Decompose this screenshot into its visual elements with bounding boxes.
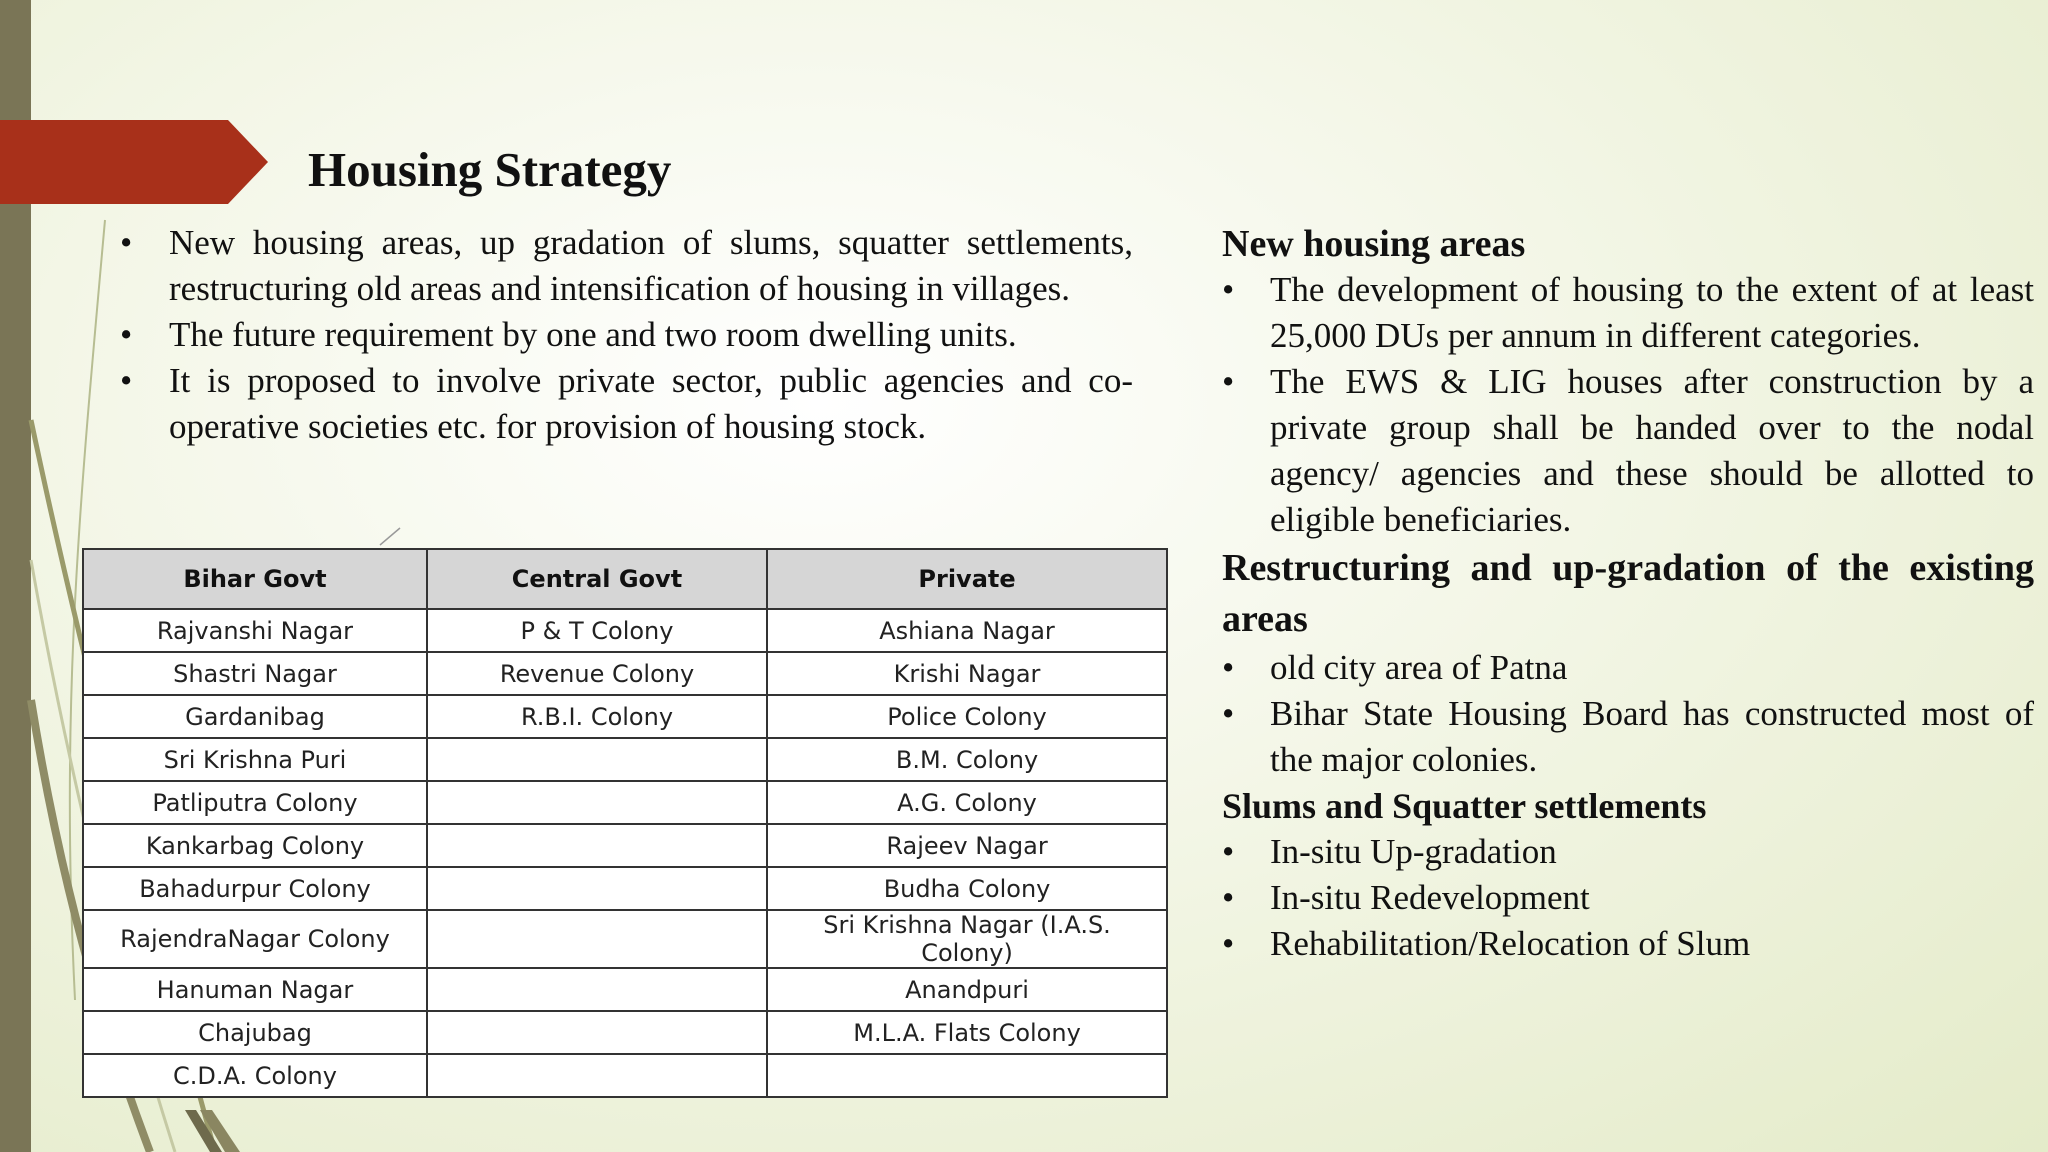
table-cell: [427, 968, 767, 1011]
table-cell: Sri Krishna Nagar (I.A.S. Colony): [767, 910, 1167, 968]
table-row: [83, 781, 1167, 824]
table-cell: [427, 867, 767, 910]
table-cell: Gardanibag: [83, 695, 427, 738]
right-text-column: [1222, 221, 2034, 967]
table-cell: M.L.A. Flats Colony: [767, 1011, 1167, 1054]
table-header: Central Govt: [427, 549, 767, 609]
list-item: • The EWS & LIG houses after construction by a private group shall be handed over to the nodal agency/ agencies and these should be allotted to eligible beneficiaries.: [1222, 362, 2034, 539]
slums-list: [1222, 829, 2034, 967]
table-cell: Anandpuri: [767, 968, 1167, 1011]
table-cell: Hanuman Nagar: [83, 968, 427, 1011]
table-row: [83, 968, 1167, 1011]
table-row: [83, 910, 1167, 968]
colonies-table-container: [82, 548, 1168, 1098]
table-cell: [427, 910, 767, 968]
table-row: [83, 1011, 1167, 1054]
table-header-row: [83, 549, 1167, 609]
table-cell: Shastri Nagar: [83, 652, 427, 695]
list-item: • The future requirement by one and two room dwelling units.: [120, 315, 1017, 354]
table-header: Bihar Govt: [83, 549, 427, 609]
table-cell: A.G. Colony: [767, 781, 1167, 824]
table-cell: Rajeev Nagar: [767, 824, 1167, 867]
colonies-table: [82, 548, 1168, 1098]
list-item: • The development of housing to the extent of at least 25,000 DUs per annum in different categories.: [1222, 270, 2034, 355]
table-cell: Rajvanshi Nagar: [83, 609, 427, 652]
table-row: [83, 609, 1167, 652]
list-item: • It is proposed to involve private sector, public agencies and co-operative societies etc. for provision of housing stock.: [120, 361, 1133, 446]
slums-heading: Slums and Squatter settlements: [1222, 786, 1707, 826]
table-cell: Krishi Nagar: [767, 652, 1167, 695]
table-cell: Revenue Colony: [427, 652, 767, 695]
list-item: • Rehabilitation/Relocation of Slum: [1222, 924, 1751, 963]
table-cell: Ashiana Nagar: [767, 609, 1167, 652]
table-header: Private: [767, 549, 1167, 609]
table-cell: Patliputra Colony: [83, 781, 427, 824]
table-row: [83, 824, 1167, 867]
table-cell: R.B.I. Colony: [427, 695, 767, 738]
table-row: [83, 1054, 1167, 1097]
new-housing-list: [1222, 267, 2034, 543]
table-cell: Budha Colony: [767, 867, 1167, 910]
table-cell: [767, 1054, 1167, 1097]
table-cell: [427, 1054, 767, 1097]
table-cell: [427, 738, 767, 781]
table-cell: C.D.A. Colony: [83, 1054, 427, 1097]
table-cell: [427, 824, 767, 867]
title-arrow-shape: [0, 120, 270, 204]
table-cell: Chajubag: [83, 1011, 427, 1054]
table-cell: Bahadurpur Colony: [83, 867, 427, 910]
restructuring-list: [1222, 645, 2034, 783]
new-housing-heading: New housing areas: [1222, 223, 1526, 265]
table-cell: [427, 1011, 767, 1054]
table-row: [83, 867, 1167, 910]
list-item: • Bihar State Housing Board has constructed most of the major colonies.: [1222, 694, 2034, 779]
table-row: [83, 652, 1167, 695]
list-item: • New housing areas, up gradation of slums, squatter settlements, restructuring old areas and intensification of housing in villages.: [120, 223, 1133, 308]
list-item: • In-situ Up-gradation: [1222, 832, 1557, 871]
table-cell: RajendraNagar Colony: [83, 910, 427, 968]
list-item: • In-situ Redevelopment: [1222, 878, 1590, 917]
table-cell: Sri Krishna Puri: [83, 738, 427, 781]
table-cell: [427, 781, 767, 824]
table-row: [83, 695, 1167, 738]
list-item: • old city area of Patna: [1222, 648, 1568, 687]
table-cell: B.M. Colony: [767, 738, 1167, 781]
restructuring-heading: Restructuring and up-gradation of the existing areas: [1222, 547, 2034, 640]
table-row: [83, 738, 1167, 781]
slide-title: Housing Strategy: [308, 142, 672, 197]
table-cell: Kankarbag Colony: [83, 824, 427, 867]
left-bullet-list: [120, 220, 1133, 450]
table-cell: Police Colony: [767, 695, 1167, 738]
table-cell: P & T Colony: [427, 609, 767, 652]
